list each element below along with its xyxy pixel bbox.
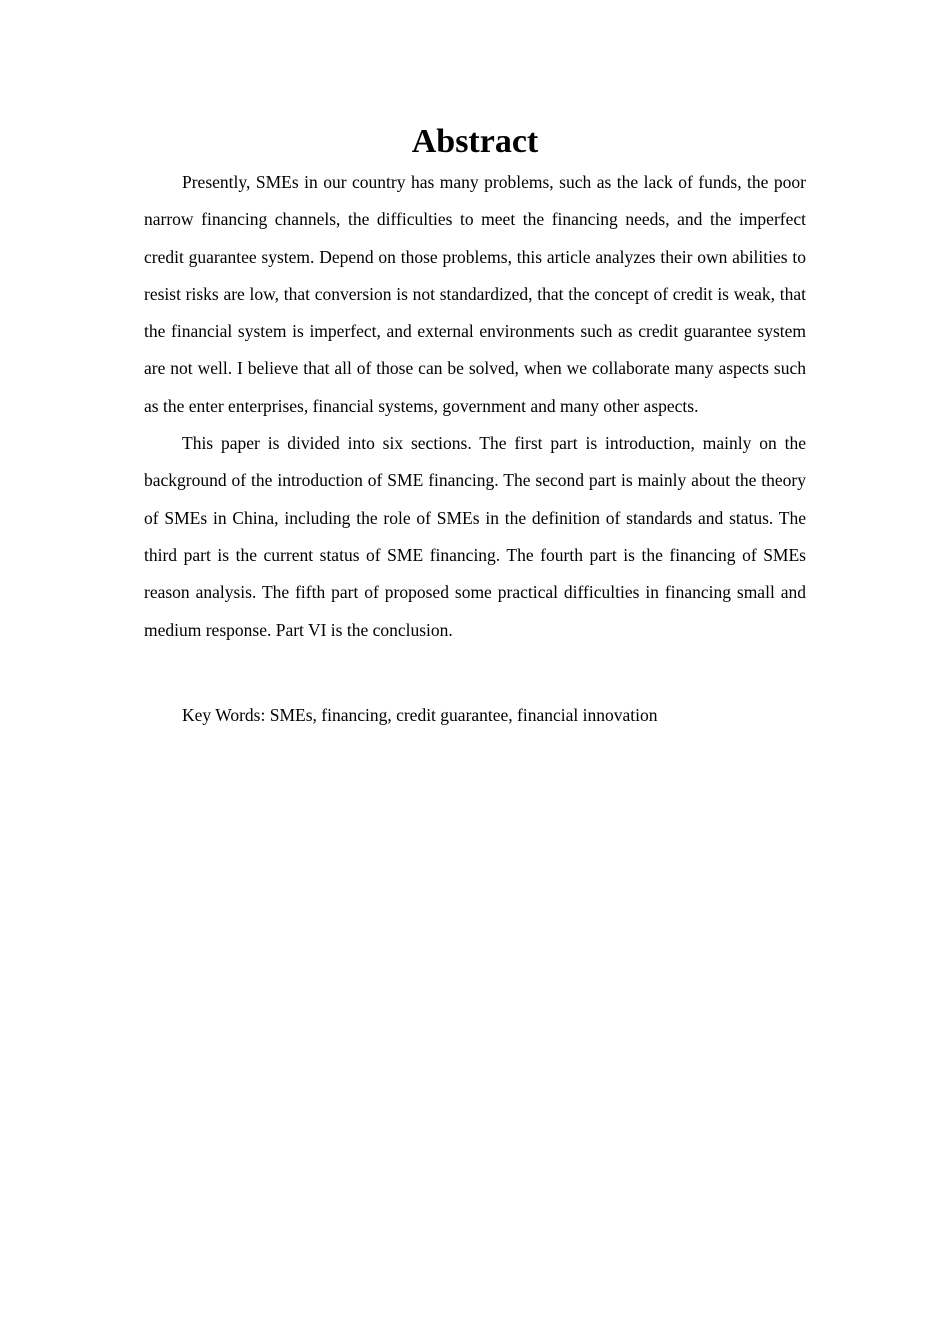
abstract-paragraph-2: This paper is divided into six sections. The first part is introduction, mainly on the background of the introduction of SME financing. The second part is mainly about the theory of SMEs in China, including the role of SMEs in the definition of standards and status. The third part is the current status of SME financing. The fourth part is the financing of SMEs reason analysis. The fifth part of proposed some practical difficulties in financing small and medium response. Part VI is the conclusion. — [144, 433, 806, 640]
abstract-paragraph-1: Presently, SMEs in our country has many problems, such as the lack of funds, the poor narrow financing channels, the difficulties to meet the financing needs, and the imperfect credit guarantee system. Depend on those problems, this article analyzes their own abilities to resist risks are low, that conversion is not standardized, that the concept of credit is weak, that the financial system is imperfect, and external environments such as credit guarantee system are not well. I believe that all of those can be solved, when we collaborate many aspects such as the enter enterprises, financial systems, government and many other aspects. — [144, 172, 806, 416]
abstract-title: Abstract — [411, 123, 539, 160]
keywords-line: Key Words: SMEs, financing, credit guarantee, financial innovation — [182, 704, 658, 725]
abstract-section — [144, 120, 806, 734]
